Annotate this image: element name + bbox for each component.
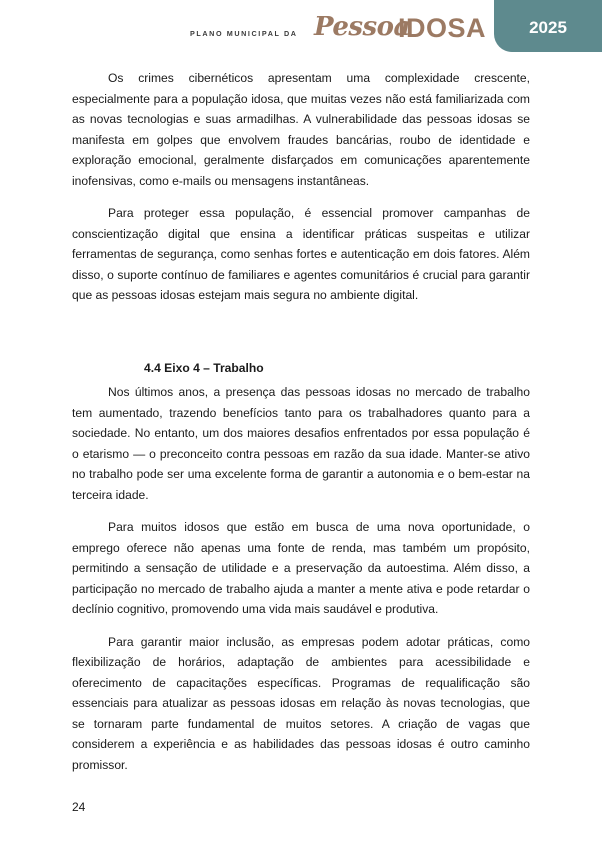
paragraph-protection: Para proteger essa população, é essencial promover campanhas de conscientização digital que ensina a identificar práticas suspeitas e utilizar ferramentas de segurança, como senhas fortes e autenticação em dois fatores. Além disso, o suporte contínuo de familiares e agentes comunitários é crucial para garantir que as pessoas idosas estejam mais segura no ambiente digital.	[72, 206, 530, 302]
year-label: 2025	[529, 18, 567, 37]
paragraph-work-benefits: Para muitos idosos que estão em busca de uma nova oportunidade, o emprego oferece não apenas uma fonte de renda, mas também um propósito, permitindo a sensação de utilidade e a preservação da autoestima. Além disso, a participação no mercado de trabalho ajuda a manter a mente ativa e pode retardar o declínio cognitivo, promovendo uma vida mais saudável e produtiva.	[72, 520, 530, 616]
paragraph-cybercrime: Os crimes cibernéticos apresentam uma complexidade crescente, especialmente para a população idosa, que muitas vezes não está familiarizada com as novas tecnologias e suas armadilhas. A vulnerabilidade das pessoas idosas se manifesta em golpes que envolvem fraudes bancárias, roubo de identidade e exploração emocional, geralmente disfarçados em comunicações aparentemente inofensivas, como e-mails ou mensagens instantâneas.	[72, 71, 530, 188]
logo-script-text: Pessoa	[314, 12, 410, 42]
document-body	[72, 68, 530, 775]
year-tab	[494, 0, 602, 52]
paragraph-work-presence: Nos últimos anos, a presença das pessoas idosas no mercado de trabalho tem aumentado, trazendo benefícios tanto para os trabalhadores quanto para a sociedade. No entanto, um dos maiores desafios enfrentados por essa população é o etarismo — o preconceito contra pessoas em razão da sua idade. Manter-se ativo no trabalho pode ser uma excelente forma de garantir a autonomia e o bem-estar na terceira idade.	[72, 385, 530, 502]
page-header	[0, 0, 602, 62]
page-number: 24	[72, 800, 86, 814]
logo-bold-text: IDOSA	[398, 13, 487, 43]
section-heading: 4.4 Eixo 4 – Trabalho	[144, 360, 264, 375]
paragraph-work-inclusion: Para garantir maior inclusão, as empresas podem adotar práticas, como flexibilização de horários, adaptação de ambientes para acessibilidade e oferecimento de capacitações específicas. Programas de requalificação são essenciais para atualizar as pessoas idosas em relação às novas tecnologias, que se tornaram parte fundamental de muitos setores. A criação de vagas que considerem a experiência e as habilidades das pessoas idosas é outro caminho promissor.	[72, 634, 530, 772]
header-plano-text: PLANO MUNICIPAL DA	[190, 29, 298, 38]
